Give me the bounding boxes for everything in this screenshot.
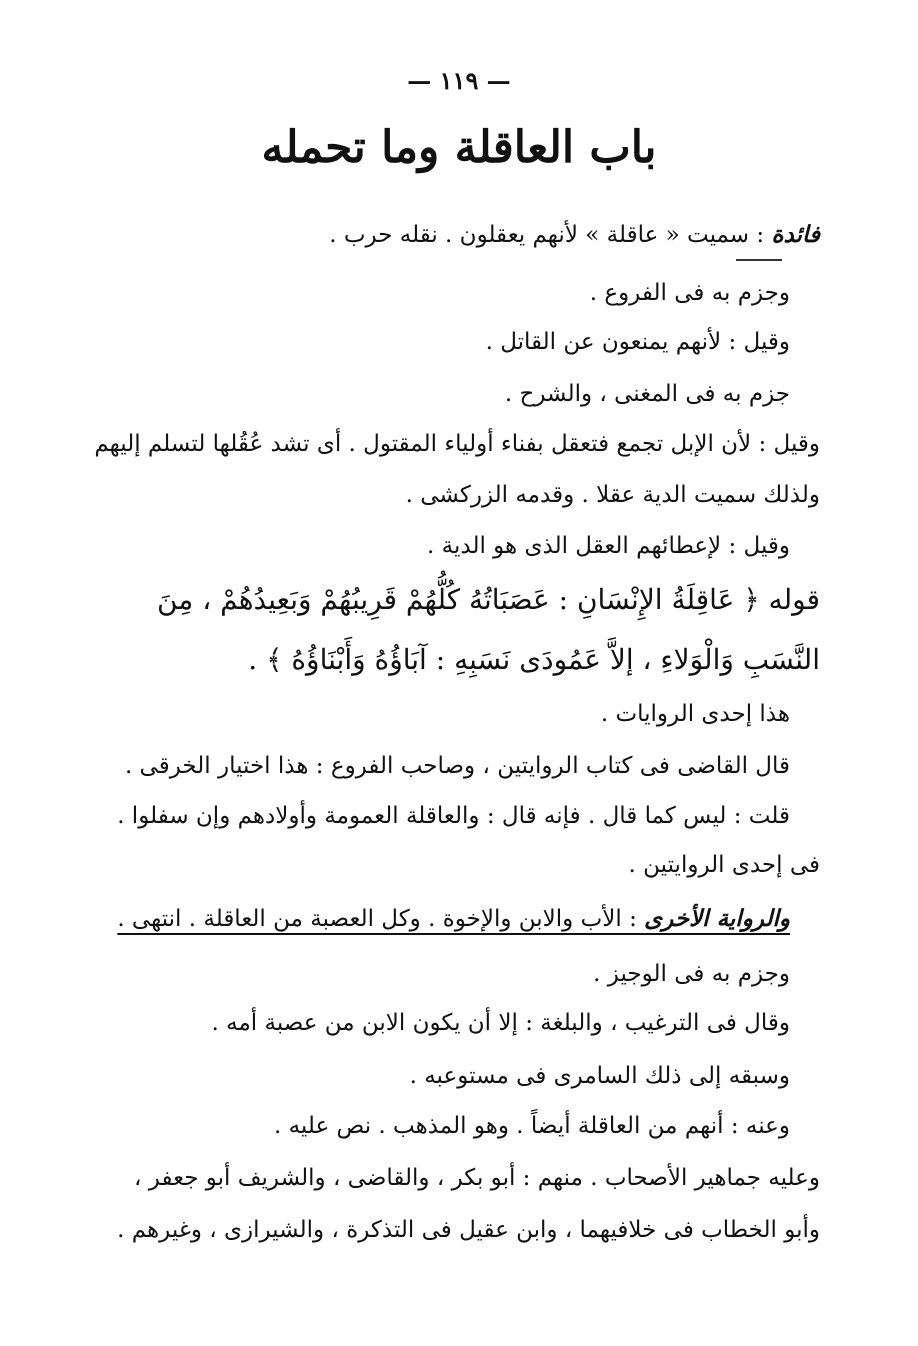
paragraph-line — [427, 529, 790, 563]
lead-word: والرواية الأخرى — [644, 905, 790, 932]
quoted-line — [156, 580, 820, 620]
paragraph-line — [590, 276, 790, 310]
paragraph-line — [94, 427, 820, 461]
paragraph-line — [134, 1161, 820, 1195]
paragraph-line — [505, 377, 790, 411]
paragraph-line — [601, 697, 790, 731]
paragraph-line — [329, 218, 820, 252]
paragraph-line — [117, 799, 790, 833]
line-text: قلت : ليس كما قال . فإنه قال : والعاقلة العمومة وأولادهم وإن سفلوا . — [117, 803, 790, 829]
page-number: — ١١٩ — — [407, 66, 511, 95]
line-text: هذا إحدى الروايات . — [600, 701, 790, 727]
line-text: وقيل : لإعطائهم العقل الذى هو الدية . — [427, 533, 790, 559]
line-text: وجزم به فى الفروع . — [589, 280, 790, 306]
line-text: وجزم به فى الوجيز . — [593, 961, 790, 987]
lead-word: فائدة — [771, 221, 820, 248]
line-text: قال القاضى فى كتاب الروايتين ، وصاحب الفروع : هذا اختيار الخرقى . — [124, 753, 790, 779]
line-text: وعليه جماهير الأصحاب . منهم : أبو بكر ، والقاضى ، والشريف أبو جعفر ، — [134, 1165, 820, 1191]
paragraph-line — [117, 1213, 820, 1247]
line-text: وسبقه إلى ذلك السامرى فى مستوعبه . — [409, 1063, 790, 1089]
line-text: : الأب والابن والإخوة . وكل العصبة من العاقلة . انتهى . — [117, 906, 645, 932]
line-text: وأبو الخطاب فى خلافيهما ، وابن عقيل فى التذكرة ، والشيرازى ، وغيرهم . — [117, 1217, 820, 1243]
chapter-title: باب العاقلة وما تحمله — [261, 122, 657, 173]
quoted-line — [248, 640, 820, 680]
line-text: فى إحدى الروايتين . — [628, 852, 820, 878]
line-text: جزم به فى المغنى ، والشرح . — [504, 381, 790, 407]
paragraph-line — [274, 1109, 790, 1143]
marginal-dash — [736, 259, 782, 261]
line-text: وقيل : لأنهم يمنعون عن القاتل . — [485, 329, 790, 355]
line-text: وعنه : أنهم من العاقلة أيضاً . وهو المذهب . نص عليه . — [273, 1113, 790, 1139]
paragraph-line — [212, 1006, 790, 1040]
underlined-text — [117, 906, 790, 932]
paragraph-line — [117, 902, 790, 936]
line-text: وقيل : لأن الإبل تجمع فتعقل بفناء أولياء المقتول . أى تشد عُقُلها لتسلم إليهم — [94, 431, 820, 457]
line-text: ولذلك سميت الدية عقلا . وقدمه الزركشى . — [405, 482, 820, 508]
line-text: وقال فى الترغيب ، والبلغة : إلا أن يكون الابن من عصبة أمه . — [211, 1010, 790, 1036]
paragraph-line — [593, 957, 790, 991]
paragraph-line — [486, 325, 790, 359]
paragraph-line — [125, 749, 790, 783]
line-text: النَّسَبِ وَالْوَلاءِ ، إلاَّ عَمُودَى نَسَبِهِ : آبَاؤُهُ وَأَبْنَاؤُهُ ﴾ . — [248, 643, 820, 676]
line-text: : سميت « عاقلة » لأنهم يعقلون . نقله حرب . — [329, 222, 772, 248]
paragraph-line — [629, 848, 820, 882]
paragraph-line — [406, 478, 820, 512]
line-text: قوله ﴿ عَاقِلَةُ الإِنْسَانِ : عَصَبَاتُهُ كُلُّهُمْ قَرِيبُهُمْ وَبَعِيدُهُمْ ، مِنَ — [156, 583, 820, 616]
paragraph-line — [410, 1059, 790, 1093]
